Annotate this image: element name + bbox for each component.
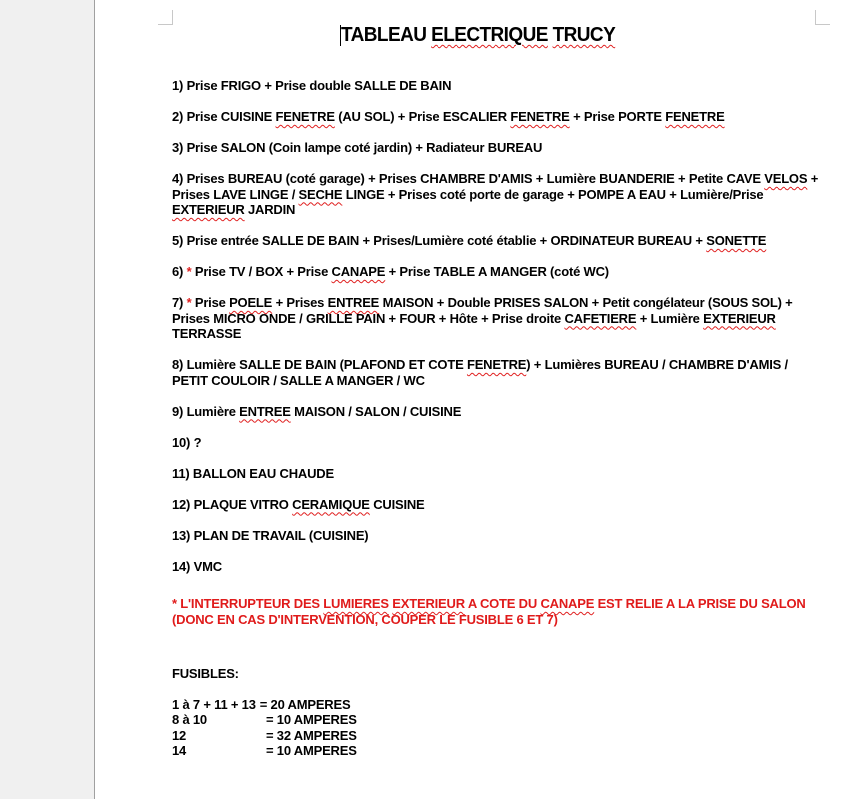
fusible-circuits: 14 [172, 743, 187, 758]
spellcheck-word: CERAMIQUE [292, 496, 370, 512]
circuit-item-7 [172, 295, 820, 342]
spellcheck-word: CAFETIERE [564, 310, 637, 326]
text-segment: + Prise TABLE A MANGER (coté WC) [385, 264, 609, 279]
circuit-item-10 [172, 435, 820, 451]
warning-note [172, 596, 820, 627]
spellcheck-word: LUMIERES [323, 596, 389, 611]
spellcheck-word: EXTERIEUR [703, 310, 776, 326]
circuit-item-1 [172, 78, 820, 94]
document-title[interactable] [341, 24, 615, 47]
circuit-item-4 [172, 171, 820, 218]
text-segment: 2) Prise CUISINE [172, 109, 276, 124]
asterisk-marker: * [186, 264, 192, 279]
text-segment: 3) Prise SALON (Coin lampe coté jardin) + Radiateur BUREAU [172, 140, 543, 155]
title-word: ELECTRIQUE [431, 24, 548, 46]
title-word: TRUCY [552, 24, 616, 46]
text-segment: + Lumière [636, 310, 704, 326]
text-segment: Prise [191, 295, 230, 310]
text-segment: 4) Prises BUREAU (coté garage) + Prises CHAMBRE D'AMIS + Lumière BUANDERIE + Petite CAVE [172, 171, 765, 186]
spellcheck-word: CANAPE [331, 264, 386, 279]
fusible-row [172, 728, 820, 744]
text-segment: LINGE + Prises coté porte de garage + POMPE A EAU + Lumière/Prise [342, 186, 764, 202]
text-segment: ) + Lumières BUREAU / CHAMBRE D'AMIS / PETIT COULOIR / SALLE A MANGER / WC [172, 357, 788, 388]
text-segment: 12) PLAQUE VITRO [172, 496, 293, 512]
spellcheck-word: SECHE [298, 186, 343, 202]
text-segment: Prise TV / BOX + Prise [191, 264, 332, 279]
fusible-row [172, 697, 820, 713]
spellcheck-word: FENETRE [275, 109, 335, 124]
spellcheck-word: ENTREE [327, 295, 380, 310]
spellcheck-word: EXTERIEUR [392, 596, 465, 611]
text-segment: 5) Prise entrée SALLE DE BAIN + Prises/Lumière coté établie + ORDINATEUR BUREAU + [172, 233, 707, 248]
document-body[interactable] [172, 78, 820, 759]
text-segment: + Prises LAVE LINGE / [172, 171, 819, 202]
fusibles-heading: FUSIBLES: [172, 666, 239, 681]
text-segment: 10) ? [172, 434, 202, 450]
text-segment: JARDIN [244, 202, 296, 217]
spellcheck-word: ENTREE [239, 403, 291, 419]
text-segment: A COTE DU [464, 596, 541, 611]
circuit-item-14 [172, 559, 820, 575]
text-segment: (AU SOL) + Prise ESCALIER [334, 109, 511, 124]
text-segment: + Prise PORTE [569, 109, 666, 124]
fusible-rating: = 10 AMPERES [266, 712, 357, 727]
circuit-item-2 [172, 109, 820, 125]
text-segment: * L'INTERRUPTEUR DES [172, 596, 324, 611]
margin-corner-top-left [158, 10, 173, 25]
text-segment: 11) BALLON EAU CHAUDE [172, 465, 334, 481]
text-segment: 8) Lumière SALLE DE BAIN (PLAFOND ET COTE [172, 357, 467, 372]
left-gutter [0, 0, 94, 799]
spellcheck-word: POELE [229, 295, 273, 310]
circuit-item-5 [172, 233, 820, 249]
fusible-row [172, 712, 820, 728]
fusibles-table [172, 697, 820, 759]
text-segment: 7) [172, 295, 187, 310]
spellcheck-word: CANAPE [540, 596, 595, 611]
text-segment: 1) Prise FRIGO + Prise double SALLE DE BAIN [172, 78, 452, 93]
fusible-row [172, 743, 820, 759]
circuit-item-11 [172, 466, 820, 482]
spellcheck-word: FENETRE [665, 109, 725, 124]
spellcheck-word: FENETRE [510, 109, 570, 124]
fusible-rating: = 10 AMPERES [266, 743, 357, 758]
margin-corner-top-right [815, 10, 830, 25]
circuit-item-6 [172, 264, 820, 280]
text-segment: 6) [172, 264, 187, 279]
fusible-rating: = 20 AMPERES [259, 696, 351, 712]
spellcheck-word: SONETTE [706, 233, 767, 248]
circuit-item-8 [172, 357, 820, 388]
circuit-item-13 [172, 528, 820, 544]
text-segment: MAISON / SALON / CUISINE [290, 403, 462, 419]
text-segment: EST RELIE A LA PRISE DU SALON (DONC EN CAS D'INTERVENTION, COUPER LE FUSIBLE 6 ET 7) [172, 596, 806, 627]
text-segment: MAISON + Double PRISES SALON + Petit congélateur (SOUS SOL) + Prises MICRO ONDE / GRILLE PAIN + FOUR + Hôte + Prise droite [172, 295, 793, 326]
text-segment: + Prises [272, 295, 328, 310]
spellcheck-word: VELOS [764, 171, 808, 186]
text-segment: 13) PLAN DE TRAVAIL (CUISINE) [172, 527, 369, 543]
text-segment: CUISINE [369, 496, 425, 512]
fusible-circuits: 12 [172, 727, 187, 743]
spellcheck-word: FENETRE [466, 357, 527, 372]
circuit-item-12 [172, 497, 820, 513]
asterisk-marker: * [186, 295, 192, 310]
text-segment: 9) Lumière [172, 403, 240, 419]
spellcheck-word: EXTERIEUR [172, 202, 245, 217]
text-segment: 14) VMC [172, 558, 222, 574]
text-segment: TERRASSE [172, 326, 242, 341]
title-word: TABLEAU [341, 24, 427, 46]
circuit-item-3 [172, 140, 820, 156]
fusible-circuits: 8 à 10 [172, 712, 207, 727]
circuit-list [172, 78, 820, 574]
fusible-circuits: 1 à 7 + 11 + 13 [172, 696, 256, 712]
circuit-item-9 [172, 404, 820, 420]
fusible-rating: = 32 AMPERES [266, 727, 357, 743]
